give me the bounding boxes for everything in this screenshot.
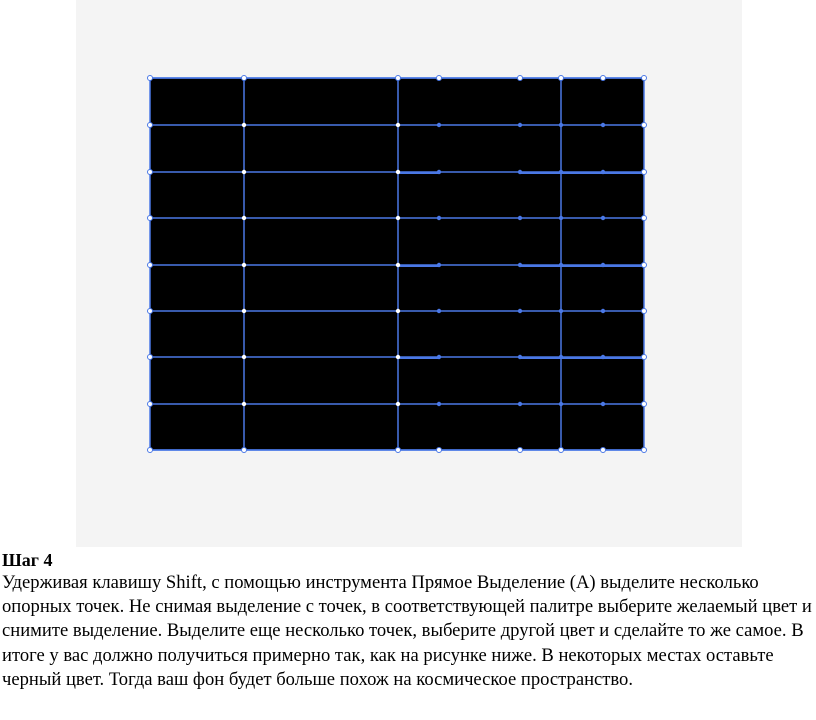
selected-anchor-point	[242, 309, 246, 313]
anchor-point	[518, 309, 522, 313]
selected-anchor-point	[242, 402, 246, 406]
selected-anchor-point	[242, 216, 246, 220]
anchor-point	[642, 402, 647, 407]
anchor-point	[559, 123, 563, 127]
anchor-point	[559, 402, 563, 406]
anchor-point	[601, 123, 605, 127]
anchor-point	[559, 76, 564, 81]
anchor-point	[518, 216, 522, 220]
selected-anchor-point	[396, 355, 400, 359]
anchor-point	[642, 216, 647, 221]
anchor-point	[559, 309, 563, 313]
anchor-point	[148, 216, 153, 221]
anchor-point	[601, 170, 605, 174]
anchor-point	[396, 448, 401, 453]
anchor-point	[642, 123, 647, 128]
anchor-point	[642, 170, 647, 175]
anchor-point	[148, 263, 153, 268]
illustration-panel	[76, 0, 742, 547]
anchor-point	[601, 448, 606, 453]
anchor-point	[518, 123, 522, 127]
anchor-point	[148, 123, 153, 128]
anchor-point	[437, 216, 441, 220]
anchor-point	[601, 76, 606, 81]
anchor-point	[559, 355, 563, 359]
anchor-point	[242, 76, 247, 81]
anchor-point	[437, 448, 442, 453]
anchor-point	[148, 355, 153, 360]
selected-anchor-point	[396, 402, 400, 406]
anchor-point	[518, 402, 522, 406]
anchor-point	[518, 76, 523, 81]
selected-anchor-point	[242, 123, 246, 127]
selected-anchor-point	[396, 216, 400, 220]
anchor-point	[518, 355, 522, 359]
anchor-point	[601, 355, 605, 359]
anchor-point	[559, 170, 563, 174]
selected-anchor-point	[242, 263, 246, 267]
selected-anchor-point	[396, 123, 400, 127]
anchor-point	[642, 263, 647, 268]
anchor-point	[559, 448, 564, 453]
anchor-point	[518, 170, 522, 174]
anchor-point	[642, 448, 647, 453]
anchor-point	[242, 448, 247, 453]
selected-anchor-point	[396, 170, 400, 174]
anchor-point	[148, 402, 153, 407]
anchor-point	[518, 263, 522, 267]
anchor-point	[642, 309, 647, 314]
selected-anchor-point	[242, 170, 246, 174]
anchor-point	[437, 76, 442, 81]
selected-anchor-point	[242, 355, 246, 359]
anchor-point	[437, 263, 441, 267]
anchor-point	[601, 216, 605, 220]
anchor-point	[559, 216, 563, 220]
anchor-point	[642, 76, 647, 81]
anchor-point	[148, 448, 153, 453]
anchor-point	[601, 309, 605, 313]
anchor-point	[601, 402, 605, 406]
anchor-point	[642, 355, 647, 360]
anchor-grid-artwork	[76, 0, 742, 547]
anchor-point	[437, 402, 441, 406]
selected-anchor-point	[396, 309, 400, 313]
anchor-point	[148, 170, 153, 175]
anchor-point	[437, 309, 441, 313]
anchor-point	[518, 448, 523, 453]
selected-anchor-point	[396, 263, 400, 267]
anchor-point	[148, 309, 153, 314]
anchor-point	[437, 170, 441, 174]
anchor-point	[437, 355, 441, 359]
step-description: Удерживая клавишу Shift, с помощью инструмента Прямое Выделение (А) выделите несколько опорных точек. Не снимая выделение с точек, в соответствующей палитре выберите желаемый цвет и снимите выделение. Выделите еще несколько точек, выберите другой цвет и сделайте то же самое. В итоге у вас должно получиться примерно так, как на рисунке ниже. В некоторых местах оставьте черный цвет. Тогда ваш фон будет больше похож на космическое пространство.	[2, 572, 812, 690]
anchor-point	[601, 263, 605, 267]
anchor-point	[437, 123, 441, 127]
anchor-point	[559, 263, 563, 267]
anchor-point	[396, 76, 401, 81]
anchor-point	[148, 76, 153, 81]
step-title: Шаг 4	[2, 550, 53, 570]
